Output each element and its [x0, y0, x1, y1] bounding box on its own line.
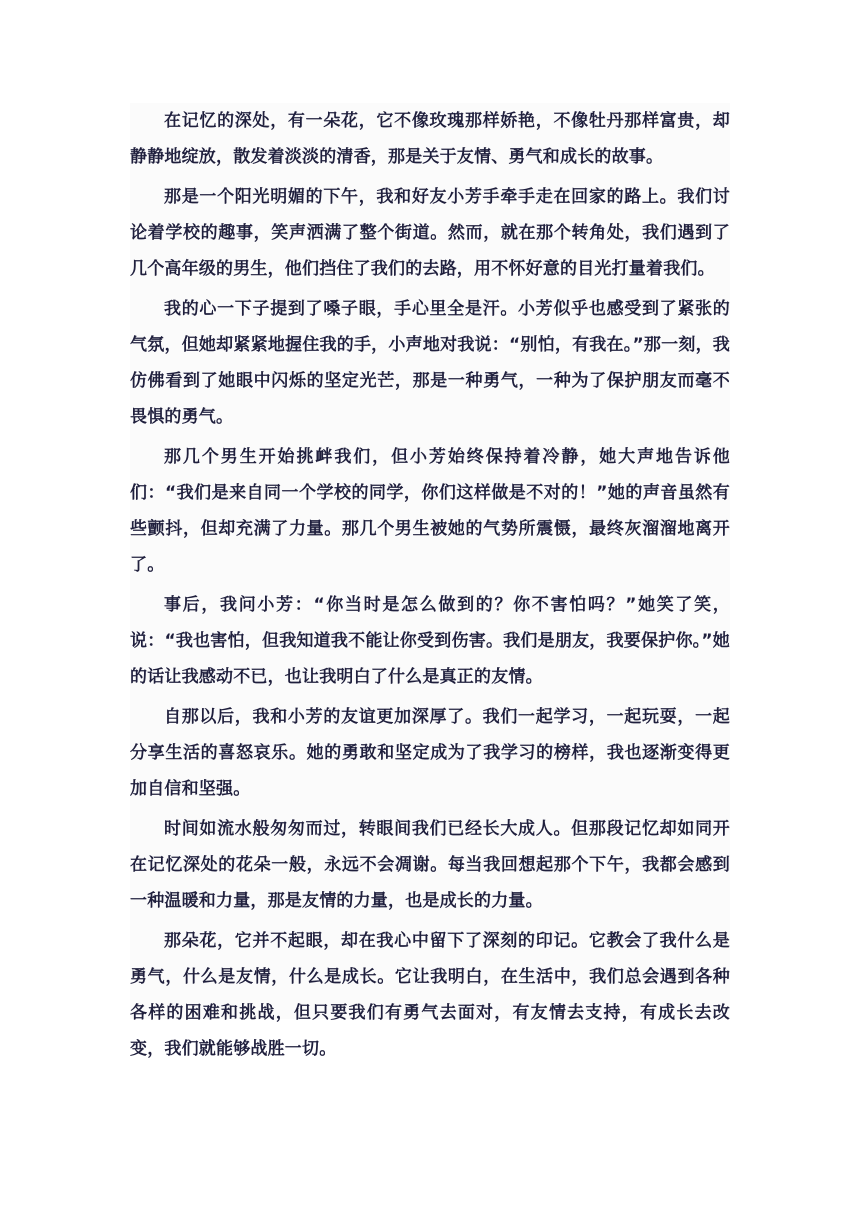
- paragraph-3: 我的心一下子提到了嗓子眼，手心里全是汗。小芳似乎也感受到了紧张的气氛，但她却紧紧地握住我的手，小声地对我说：“别怕，有我在。”那一刻，我仿佛看到了她眼中闪烁的坚定光芒，那是一种勇气，一种为了保护朋友而毫不畏惧的勇气。: [130, 299, 730, 427]
- paragraph-2: 那是一个阳光明媚的下午，我和好友小芳手牵手走在回家的路上。我们讨论着学校的趣事，笑声洒满了整个街道。然而，就在那个转角处，我们遇到了几个高年级的男生，他们挡住了我们的去路，用不怀好意的目光打量着我们。: [130, 187, 730, 279]
- paragraph-8: 那朵花，它并不起眼，却在我心中留下了深刻的印记。它教会了我什么是勇气，什么是友情，什么是成长。它让我明白，在生活中，我们总会遇到各种各样的困难和挑战，但只要我们有勇气去面对，有友情去支持，有成长去改变，我们就能够战胜一切。: [130, 931, 730, 1059]
- essay-body: [130, 103, 730, 1059]
- paragraph-4: 那几个男生开始挑衅我们，但小芳始终保持着冷静，她大声地告诉他们：“我们是来自同一个学校的同学，你们这样做是不对的！”她的声音虽然有些颤抖，但却充满了力量。那几个男生被她的气势所震慑，最终灰溜溜地离开了。: [130, 447, 730, 575]
- paragraph-6: 自那以后，我和小芳的友谊更加深厚了。我们一起学习，一起玩耍，一起分享生活的喜怒哀乐。她的勇敢和坚定成为了我学习的榜样，我也逐渐变得更加自信和坚强。: [130, 707, 730, 799]
- paragraph-1: 在记忆的深处，有一朵花，它不像玫瑰那样娇艳，不像牡丹那样富贵，却静静地绽放，散发着淡淡的清香，那是关于友情、勇气和成长的故事。: [130, 111, 730, 167]
- paragraph-5: 事后，我问小芳：“你当时是怎么做到的？你不害怕吗？”她笑了笑，说：“我也害怕，但我知道我不能让你受到伤害。我们是朋友，我要保护你。”她的话让我感动不已，也让我明白了什么是真正的友情。: [130, 595, 730, 687]
- paragraph-7: 时间如流水般匆匆而过，转眼间我们已经长大成人。但那段记忆却如同开在记忆深处的花朵一般，永远不会凋谢。每当我回想起那个下午，我都会感到一种温暖和力量，那是友情的力量，也是成长的力量。: [130, 819, 730, 911]
